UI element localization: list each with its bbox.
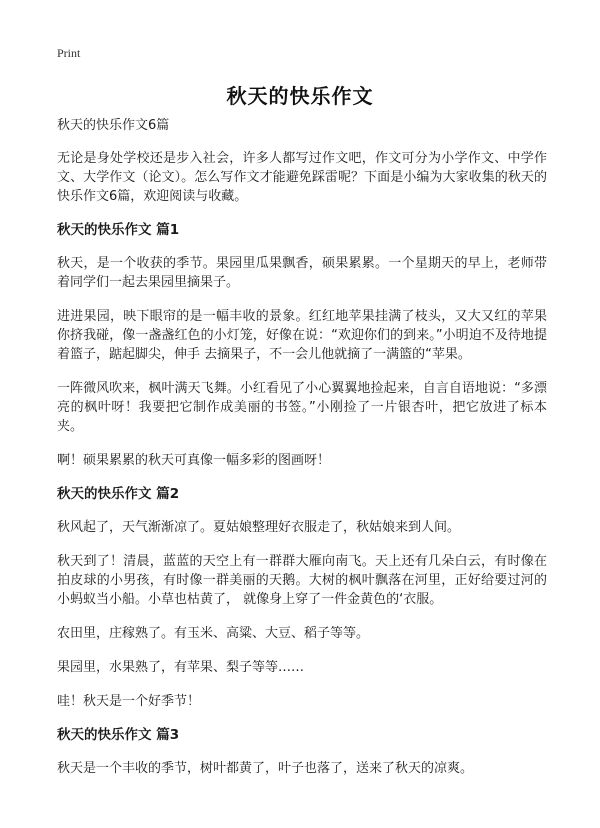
document-body <box>57 117 547 793</box>
section-2-paragraph: 秋天到了！清晨，蓝蓝的天空上有一群群大雁向南飞。天上还有几朵白云，有时像在拍皮球的小男孩，有时像一群美丽的天鹅。大树的枫叶飘落在河里，正好给要过河的小蚂蚁当小船。小草也枯黄了， 就像身上穿了一件金黄色的‘衣服。 <box>57 554 547 607</box>
section-heading-2: 秋天的快乐作文 篇2 <box>57 486 180 502</box>
section-2-paragraph: 秋风起了，天气渐渐凉了。夏姑娘整理好衣服走了，秋姑娘来到人间。 <box>57 520 461 535</box>
section-1-paragraph: 秋天，是一个收获的季节。果园里瓜果飘香，硕果累累。一个星期天的早上，老师带着同学们一起去果园里摘果子。 <box>57 256 547 290</box>
print-label: Print <box>57 46 81 60</box>
page-title: 秋天的快乐作文 <box>226 84 374 108</box>
section-2-paragraph: 果园里，水果熟了，有苹果、梨子等等…… <box>57 660 305 675</box>
document-subtitle: 秋天的快乐作文6篇 <box>57 118 170 133</box>
section-1-paragraph: 一阵微风吹来，枫叶满天飞舞。小红看见了小心翼翼地捡起来，自言自语地说：“多漂亮的枫叶呀！我要把它制作成美丽的书签。”小刚捡了一片银杏叶，把它放进了标本夹。 <box>57 381 547 434</box>
section-1-paragraph: 进进果园，映下眼帘的是一幅丰收的景象。红红地苹果挂满了枝头，又大又红的苹果你挤我碰，像一盏盏红色的小灯笼，好像在说：“欢迎你们的到来。”小明迫不及待地提着篮子，踮起脚尖，伸手 去摘果子，不一会儿他就摘了一满篮的“苹果。 <box>57 309 547 362</box>
section-3-paragraph: 秋天是一个丰收的季节，树叶都黄了，叶子也落了，送来了秋天的凉爽。 <box>57 761 474 776</box>
intro-paragraph: 无论是身处学校还是步入社会，许多人都写过作文吧，作文可分为小学作文、中学作文、大学作文（论文）。怎么写作文才能避免踩雷呢？下面是小编为大家收集的秋天的快乐作文6篇，欢迎阅读与收藏。 <box>57 151 547 204</box>
section-1-paragraph: 啊！硕果累累的秋天可真像一幅多彩的图画呀！ <box>57 453 331 468</box>
section-heading-3: 秋天的快乐作文 篇3 <box>57 727 180 743</box>
section-2-paragraph: 农田里，庄稼熟了。有玉米、高粱、大豆、稻子等等。 <box>57 626 370 641</box>
section-2-paragraph: 哇！秋天是一个好季节！ <box>57 694 201 709</box>
section-heading-1: 秋天的快乐作文 篇1 <box>57 222 180 238</box>
